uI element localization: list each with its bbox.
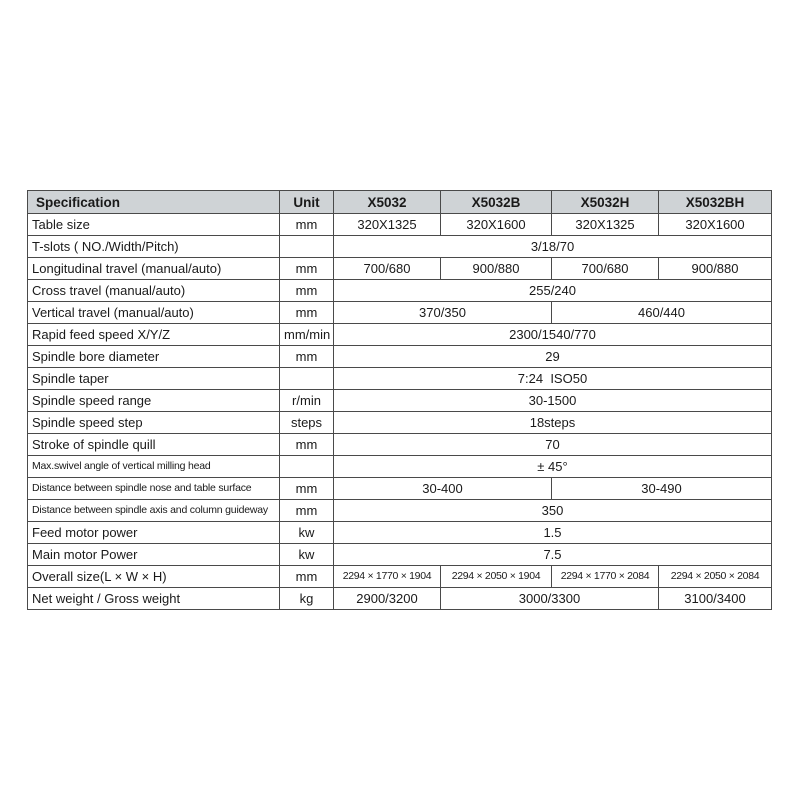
value-cell: 29 <box>334 346 772 368</box>
table-row <box>28 324 772 346</box>
value-cell: 2294 × 1770 × 2084 <box>552 566 659 588</box>
row-label: Feed motor power <box>28 522 280 544</box>
value-cell: 30-490 <box>552 478 772 500</box>
value-cell: 350 <box>334 500 772 522</box>
row-label: Distance between spindle axis and column guideway <box>28 500 280 522</box>
row-label: Spindle bore diameter <box>28 346 280 368</box>
value-cell: 2294 × 1770 × 1904 <box>334 566 441 588</box>
table-row <box>28 456 772 478</box>
row-unit: mm <box>280 280 334 302</box>
row-label: T-slots ( NO./Width/Pitch) <box>28 236 280 258</box>
table-row <box>28 434 772 456</box>
value-cell: 18steps <box>334 412 772 434</box>
value-cell: 2294 × 2050 × 2084 <box>659 566 772 588</box>
value-cell: 320X1600 <box>659 214 772 236</box>
row-unit: mm <box>280 302 334 324</box>
row-label: Stroke of spindle quill <box>28 434 280 456</box>
value-cell: 30-400 <box>334 478 552 500</box>
value-cell: 7:24 ISO50 <box>334 368 772 390</box>
header-specification: Specification <box>28 191 280 214</box>
value-cell: 3100/3400 <box>659 588 772 610</box>
header-unit: Unit <box>280 191 334 214</box>
value-cell: 2294 × 2050 × 1904 <box>441 566 552 588</box>
row-unit: mm <box>280 346 334 368</box>
table-row <box>28 544 772 566</box>
row-label: Table size <box>28 214 280 236</box>
table-row <box>28 280 772 302</box>
table-row <box>28 500 772 522</box>
row-unit <box>280 456 334 478</box>
row-label: Spindle speed step <box>28 412 280 434</box>
value-cell: 320X1325 <box>552 214 659 236</box>
header-model-x5032: X5032 <box>334 191 441 214</box>
table-row <box>28 302 772 324</box>
value-cell: 1.5 <box>334 522 772 544</box>
table-row <box>28 390 772 412</box>
row-unit: mm/min <box>280 324 334 346</box>
row-label: Max.swivel angle of vertical milling head <box>28 456 280 478</box>
row-label: Distance between spindle nose and table surface <box>28 478 280 500</box>
row-label: Spindle taper <box>28 368 280 390</box>
header-model-x5032b: X5032B <box>441 191 552 214</box>
row-unit: kg <box>280 588 334 610</box>
row-unit <box>280 236 334 258</box>
specification-table <box>27 190 772 610</box>
value-cell: 900/880 <box>659 258 772 280</box>
table-row <box>28 346 772 368</box>
row-unit: mm <box>280 566 334 588</box>
table-row <box>28 478 772 500</box>
value-cell: 700/680 <box>552 258 659 280</box>
row-unit: steps <box>280 412 334 434</box>
value-cell: 2900/3200 <box>334 588 441 610</box>
value-cell: 460/440 <box>552 302 772 324</box>
row-label: Longitudinal travel (manual/auto) <box>28 258 280 280</box>
value-cell: 700/680 <box>334 258 441 280</box>
header-row <box>28 191 772 214</box>
row-label: Net weight / Gross weight <box>28 588 280 610</box>
value-cell: 255/240 <box>334 280 772 302</box>
row-unit: mm <box>280 434 334 456</box>
table-row <box>28 566 772 588</box>
value-cell: 2300/1540/770 <box>334 324 772 346</box>
row-label: Rapid feed speed X/Y/Z <box>28 324 280 346</box>
table-row <box>28 412 772 434</box>
value-cell: 320X1600 <box>441 214 552 236</box>
header-model-x5032h: X5032H <box>552 191 659 214</box>
row-unit: mm <box>280 258 334 280</box>
table-row <box>28 236 772 258</box>
table-row <box>28 522 772 544</box>
row-unit: kw <box>280 522 334 544</box>
value-cell: 370/350 <box>334 302 552 324</box>
value-cell: 70 <box>334 434 772 456</box>
row-label: Cross travel (manual/auto) <box>28 280 280 302</box>
value-cell: 320X1325 <box>334 214 441 236</box>
table-row <box>28 368 772 390</box>
value-cell: 7.5 <box>334 544 772 566</box>
row-unit <box>280 368 334 390</box>
value-cell: ± 45° <box>334 456 772 478</box>
table-row <box>28 588 772 610</box>
row-label: Main motor Power <box>28 544 280 566</box>
value-cell: 30-1500 <box>334 390 772 412</box>
value-cell: 3000/3300 <box>441 588 659 610</box>
value-cell: 3/18/70 <box>334 236 772 258</box>
row-label: Spindle speed range <box>28 390 280 412</box>
row-unit: mm <box>280 214 334 236</box>
row-unit: mm <box>280 500 334 522</box>
row-unit: kw <box>280 544 334 566</box>
row-unit: r/min <box>280 390 334 412</box>
row-label: Overall size(L × W × H) <box>28 566 280 588</box>
table-row <box>28 214 772 236</box>
row-label: Vertical travel (manual/auto) <box>28 302 280 324</box>
row-unit: mm <box>280 478 334 500</box>
value-cell: 900/880 <box>441 258 552 280</box>
table-row <box>28 258 772 280</box>
header-model-x5032bh: X5032BH <box>659 191 772 214</box>
